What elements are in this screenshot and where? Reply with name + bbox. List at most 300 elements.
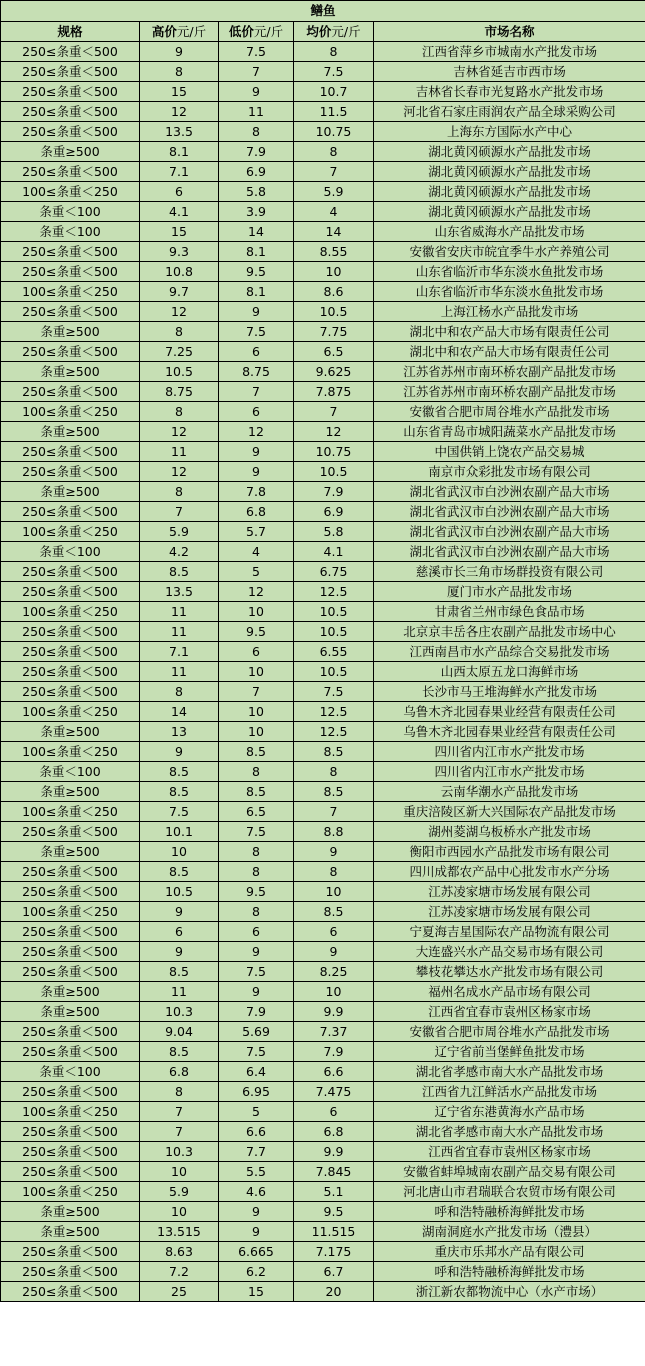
cell-low-price: 7 <box>219 62 294 82</box>
table-row <box>1 1162 645 1182</box>
cell-spec: 250≤条重＜500 <box>1 462 140 482</box>
cell-market: 江西南昌市水产品综合交易批发市场 <box>374 642 645 662</box>
cell-market: 福州名成水产品市场有限公司 <box>374 982 645 1002</box>
cell-market: 呼和浩特融桥海鲜批发市场 <box>374 1262 645 1282</box>
cell-low-price: 10 <box>219 602 294 622</box>
cell-market: 安徽省合肥市周谷堆水产品批发市场 <box>374 1022 645 1042</box>
cell-low-price: 10 <box>219 702 294 722</box>
cell-avg-price: 7.845 <box>294 1162 374 1182</box>
table-row <box>1 622 645 642</box>
cell-avg-price: 8.55 <box>294 242 374 262</box>
cell-spec: 100≤条重＜250 <box>1 742 140 762</box>
cell-high-price: 12 <box>140 302 219 322</box>
cell-spec: 250≤条重＜500 <box>1 642 140 662</box>
cell-high-price: 9 <box>140 742 219 762</box>
cell-high-price: 7 <box>140 1102 219 1122</box>
table-row <box>1 442 645 462</box>
cell-market: 甘肃省兰州市绿色食品市场 <box>374 602 645 622</box>
header-row <box>1 22 645 42</box>
cell-market: 江苏凌家塘市场发展有限公司 <box>374 882 645 902</box>
cell-spec: 条重＜100 <box>1 542 140 562</box>
cell-avg-price: 7.75 <box>294 322 374 342</box>
cell-high-price: 13.515 <box>140 1222 219 1242</box>
cell-avg-price: 7.9 <box>294 1042 374 1062</box>
cell-market: 湖北省武汉市白沙洲农副产品大市场 <box>374 522 645 542</box>
table-row <box>1 782 645 802</box>
table-row <box>1 142 645 162</box>
table-row <box>1 1102 645 1122</box>
header-low-price <box>219 22 294 42</box>
cell-market: 攀枝花攀达水产批发市场有限公司 <box>374 962 645 982</box>
cell-market: 江西省宜春市袁州区杨家市场 <box>374 1002 645 1022</box>
cell-spec: 250≤条重＜500 <box>1 262 140 282</box>
cell-avg-price: 6 <box>294 922 374 942</box>
table-row <box>1 1262 645 1282</box>
cell-high-price: 9 <box>140 42 219 62</box>
cell-market: 呼和浩特融桥海鲜批发市场 <box>374 1202 645 1222</box>
cell-high-price: 8.5 <box>140 762 219 782</box>
header-low-price-label: 低价 <box>228 24 254 39</box>
cell-high-price: 8 <box>140 482 219 502</box>
cell-low-price: 8 <box>219 762 294 782</box>
cell-spec: 250≤条重＜500 <box>1 442 140 462</box>
cell-avg-price: 7.5 <box>294 62 374 82</box>
cell-low-price: 9 <box>219 82 294 102</box>
cell-avg-price: 10.5 <box>294 302 374 322</box>
cell-spec: 250≤条重＜500 <box>1 342 140 362</box>
cell-spec: 条重≥500 <box>1 422 140 442</box>
cell-high-price: 8.5 <box>140 1042 219 1062</box>
cell-high-price: 11 <box>140 622 219 642</box>
cell-avg-price: 5.8 <box>294 522 374 542</box>
cell-high-price: 14 <box>140 702 219 722</box>
cell-high-price: 10.1 <box>140 822 219 842</box>
cell-high-price: 5.9 <box>140 1182 219 1202</box>
cell-market: 乌鲁木齐北园春果业经营有限责任公司 <box>374 722 645 742</box>
cell-spec: 250≤条重＜500 <box>1 562 140 582</box>
cell-spec: 250≤条重＜500 <box>1 822 140 842</box>
cell-high-price: 8 <box>140 1082 219 1102</box>
cell-spec: 条重≥500 <box>1 142 140 162</box>
table-row <box>1 742 645 762</box>
cell-market: 湖州菱湖乌板桥水产批发市场 <box>374 822 645 842</box>
cell-spec: 250≤条重＜500 <box>1 1022 140 1042</box>
cell-avg-price: 10.5 <box>294 462 374 482</box>
cell-avg-price: 6.7 <box>294 1262 374 1282</box>
cell-low-price: 9.5 <box>219 622 294 642</box>
cell-low-price: 6 <box>219 342 294 362</box>
cell-avg-price: 7 <box>294 402 374 422</box>
cell-high-price: 7 <box>140 1122 219 1142</box>
cell-low-price: 11 <box>219 102 294 122</box>
cell-spec: 250≤条重＜500 <box>1 1042 140 1062</box>
cell-market: 四川成都农产品中心批发市水产分场 <box>374 862 645 882</box>
cell-low-price: 9 <box>219 462 294 482</box>
cell-avg-price: 6.9 <box>294 502 374 522</box>
cell-high-price: 9.04 <box>140 1022 219 1042</box>
cell-high-price: 11 <box>140 662 219 682</box>
cell-avg-price: 11.515 <box>294 1222 374 1242</box>
cell-market: 四川省内江市水产批发市场 <box>374 762 645 782</box>
table-row <box>1 902 645 922</box>
cell-spec: 250≤条重＜500 <box>1 1122 140 1142</box>
table-row <box>1 682 645 702</box>
cell-low-price: 7 <box>219 382 294 402</box>
cell-low-price: 6.8 <box>219 502 294 522</box>
table-title: 鳝鱼 <box>1 1 645 22</box>
cell-spec: 条重≥500 <box>1 782 140 802</box>
cell-high-price: 11 <box>140 982 219 1002</box>
cell-low-price: 8.5 <box>219 782 294 802</box>
cell-low-price: 5.69 <box>219 1022 294 1042</box>
cell-high-price: 25 <box>140 1282 219 1302</box>
cell-low-price: 8 <box>219 122 294 142</box>
cell-high-price: 9.3 <box>140 242 219 262</box>
table-row <box>1 482 645 502</box>
cell-low-price: 7.5 <box>219 322 294 342</box>
cell-spec: 250≤条重＜500 <box>1 862 140 882</box>
cell-spec: 250≤条重＜500 <box>1 122 140 142</box>
cell-spec: 条重≥500 <box>1 362 140 382</box>
table-row <box>1 42 645 62</box>
cell-market: 江苏凌家塘市场发展有限公司 <box>374 902 645 922</box>
table-row <box>1 322 645 342</box>
cell-low-price: 3.9 <box>219 202 294 222</box>
cell-high-price: 15 <box>140 222 219 242</box>
cell-high-price: 8.75 <box>140 382 219 402</box>
cell-market: 南京市众彩批发市场有限公司 <box>374 462 645 482</box>
cell-spec: 250≤条重＜500 <box>1 622 140 642</box>
table-row <box>1 1042 645 1062</box>
cell-high-price: 10 <box>140 1162 219 1182</box>
cell-market: 安徽省蚌埠城南农副产品交易有限公司 <box>374 1162 645 1182</box>
cell-low-price: 5.5 <box>219 1162 294 1182</box>
cell-high-price: 12 <box>140 462 219 482</box>
cell-spec: 250≤条重＜500 <box>1 1142 140 1162</box>
table-row <box>1 362 645 382</box>
cell-low-price: 12 <box>219 582 294 602</box>
cell-avg-price: 7.5 <box>294 682 374 702</box>
cell-low-price: 7 <box>219 682 294 702</box>
table-row <box>1 282 645 302</box>
cell-market: 河北省石家庄雨润农产品全球采购公司 <box>374 102 645 122</box>
cell-low-price: 4.6 <box>219 1182 294 1202</box>
cell-high-price: 9 <box>140 902 219 922</box>
table-row <box>1 302 645 322</box>
cell-high-price: 9 <box>140 942 219 962</box>
cell-low-price: 10 <box>219 722 294 742</box>
cell-market: 江西省九江鲜活水产品批发市场 <box>374 1082 645 1102</box>
cell-high-price: 8.63 <box>140 1242 219 1262</box>
cell-market: 乌鲁木齐北园春果业经营有限责任公司 <box>374 702 645 722</box>
cell-market: 湖北省孝感市南大水产品批发市场 <box>374 1122 645 1142</box>
cell-avg-price: 20 <box>294 1282 374 1302</box>
table-row <box>1 722 645 742</box>
cell-market: 云南华潮水产品批发市场 <box>374 782 645 802</box>
cell-market: 安徽省合肥市周谷堆水产品批发市场 <box>374 402 645 422</box>
table-row <box>1 182 645 202</box>
cell-high-price: 4.2 <box>140 542 219 562</box>
cell-high-price: 7.2 <box>140 1262 219 1282</box>
cell-market: 慈溪市长三角市场群投资有限公司 <box>374 562 645 582</box>
cell-low-price: 5 <box>219 1102 294 1122</box>
cell-low-price: 7.9 <box>219 142 294 162</box>
cell-spec: 250≤条重＜500 <box>1 1242 140 1262</box>
cell-low-price: 7.5 <box>219 822 294 842</box>
header-high-price <box>140 22 219 42</box>
table-body <box>1 42 645 1302</box>
cell-spec: 100≤条重＜250 <box>1 522 140 542</box>
table-row <box>1 62 645 82</box>
cell-low-price: 8.1 <box>219 242 294 262</box>
header-high-price-unit: 元/斤 <box>176 24 207 39</box>
header-spec: 规格 <box>1 22 140 42</box>
cell-high-price: 15 <box>140 82 219 102</box>
cell-high-price: 10 <box>140 1202 219 1222</box>
cell-high-price: 10.3 <box>140 1142 219 1162</box>
cell-spec: 100≤条重＜250 <box>1 602 140 622</box>
cell-market: 湖北中和农产品大市场有限责任公司 <box>374 322 645 342</box>
cell-high-price: 8 <box>140 682 219 702</box>
cell-spec: 条重≥500 <box>1 722 140 742</box>
cell-spec: 100≤条重＜250 <box>1 1182 140 1202</box>
cell-avg-price: 10 <box>294 982 374 1002</box>
cell-high-price: 7.1 <box>140 642 219 662</box>
cell-spec: 100≤条重＜250 <box>1 802 140 822</box>
cell-high-price: 11 <box>140 602 219 622</box>
cell-high-price: 5.9 <box>140 522 219 542</box>
table-row <box>1 1142 645 1162</box>
cell-market: 长沙市马王堆海鲜水产批发市场 <box>374 682 645 702</box>
cell-low-price: 7.9 <box>219 1002 294 1022</box>
cell-high-price: 8 <box>140 402 219 422</box>
table-row <box>1 202 645 222</box>
cell-avg-price: 9 <box>294 942 374 962</box>
cell-low-price: 7.8 <box>219 482 294 502</box>
cell-high-price: 13 <box>140 722 219 742</box>
table-row <box>1 1002 645 1022</box>
table-row <box>1 262 645 282</box>
table-row <box>1 522 645 542</box>
cell-low-price: 15 <box>219 1282 294 1302</box>
cell-market: 湖南洞庭水产批发市场（澧县） <box>374 1222 645 1242</box>
table-row <box>1 1082 645 1102</box>
cell-low-price: 4 <box>219 542 294 562</box>
table-row <box>1 702 645 722</box>
cell-market: 衡阳市西园水产品批发市场有限公司 <box>374 842 645 862</box>
cell-market: 湖北省武汉市白沙洲农副产品大市场 <box>374 482 645 502</box>
cell-market: 中国供销上饶农产品交易城 <box>374 442 645 462</box>
table-row <box>1 962 645 982</box>
cell-high-price: 8 <box>140 322 219 342</box>
cell-high-price: 8.1 <box>140 142 219 162</box>
cell-low-price: 14 <box>219 222 294 242</box>
cell-high-price: 6 <box>140 182 219 202</box>
table-row <box>1 562 645 582</box>
cell-market: 浙江新农都物流中心（水产市场） <box>374 1282 645 1302</box>
cell-high-price: 9.7 <box>140 282 219 302</box>
cell-high-price: 12 <box>140 102 219 122</box>
table-row <box>1 1122 645 1142</box>
cell-high-price: 8.5 <box>140 862 219 882</box>
cell-market: 上海东方国际水产中心 <box>374 122 645 142</box>
cell-low-price: 6.5 <box>219 802 294 822</box>
cell-low-price: 5.8 <box>219 182 294 202</box>
table-row <box>1 1022 645 1042</box>
cell-spec: 条重≥500 <box>1 1202 140 1222</box>
cell-low-price: 12 <box>219 422 294 442</box>
cell-avg-price: 12.5 <box>294 722 374 742</box>
cell-spec: 250≤条重＜500 <box>1 162 140 182</box>
table-row <box>1 1182 645 1202</box>
cell-spec: 100≤条重＜250 <box>1 402 140 422</box>
cell-avg-price: 10.7 <box>294 82 374 102</box>
cell-avg-price: 7.175 <box>294 1242 374 1262</box>
cell-market: 吉林省延吉市西市场 <box>374 62 645 82</box>
cell-high-price: 7 <box>140 502 219 522</box>
cell-high-price: 10.3 <box>140 1002 219 1022</box>
cell-high-price: 6.8 <box>140 1062 219 1082</box>
cell-market: 山东省临沂市华东淡水鱼批发市场 <box>374 282 645 302</box>
cell-avg-price: 8 <box>294 142 374 162</box>
cell-market: 湖北黄冈硕源水产品批发市场 <box>374 142 645 162</box>
cell-market: 山东省威海水产品批发市场 <box>374 222 645 242</box>
cell-avg-price: 7.9 <box>294 482 374 502</box>
header-avg-price-unit: 元/斤 <box>331 24 361 39</box>
cell-low-price: 6.9 <box>219 162 294 182</box>
cell-spec: 250≤条重＜500 <box>1 242 140 262</box>
table-row <box>1 1282 645 1302</box>
table-row <box>1 102 645 122</box>
cell-market: 江苏省苏州市南环桥农副产品批发市场 <box>374 362 645 382</box>
cell-low-price: 7.7 <box>219 1142 294 1162</box>
cell-spec: 条重＜100 <box>1 762 140 782</box>
cell-spec: 条重≥500 <box>1 1002 140 1022</box>
table-row <box>1 942 645 962</box>
cell-market: 湖北省孝感市南大水产品批发市场 <box>374 1062 645 1082</box>
cell-spec: 条重≥500 <box>1 842 140 862</box>
cell-market: 山西太原五龙口海鲜市场 <box>374 662 645 682</box>
cell-avg-price: 10.75 <box>294 442 374 462</box>
cell-market: 厦门市水产品批发市场 <box>374 582 645 602</box>
cell-market: 辽宁省东港黄海水产品市场 <box>374 1102 645 1122</box>
table-row <box>1 1062 645 1082</box>
cell-avg-price: 6.8 <box>294 1122 374 1142</box>
cell-avg-price: 6.6 <box>294 1062 374 1082</box>
cell-low-price: 8 <box>219 842 294 862</box>
cell-spec: 250≤条重＜500 <box>1 962 140 982</box>
cell-high-price: 8.5 <box>140 782 219 802</box>
table-row <box>1 802 645 822</box>
table-row <box>1 342 645 362</box>
cell-avg-price: 7.875 <box>294 382 374 402</box>
cell-low-price: 8.75 <box>219 362 294 382</box>
cell-avg-price: 10.5 <box>294 622 374 642</box>
cell-spec: 条重＜100 <box>1 222 140 242</box>
cell-avg-price: 9 <box>294 842 374 862</box>
table-row <box>1 1242 645 1262</box>
cell-avg-price: 8.6 <box>294 282 374 302</box>
cell-spec: 250≤条重＜500 <box>1 102 140 122</box>
cell-avg-price: 8.5 <box>294 742 374 762</box>
table-row <box>1 762 645 782</box>
cell-market: 四川省内江市水产批发市场 <box>374 742 645 762</box>
cell-high-price: 13.5 <box>140 122 219 142</box>
table-row <box>1 382 645 402</box>
cell-spec: 250≤条重＜500 <box>1 1262 140 1282</box>
cell-low-price: 6.95 <box>219 1082 294 1102</box>
table-row <box>1 122 645 142</box>
cell-market: 山东省青岛市城阳蔬菜水产品批发市场 <box>374 422 645 442</box>
cell-market: 江苏省苏州市南环桥农副产品批发市场 <box>374 382 645 402</box>
cell-high-price: 10 <box>140 842 219 862</box>
cell-spec: 条重≥500 <box>1 1222 140 1242</box>
cell-low-price: 6.4 <box>219 1062 294 1082</box>
cell-spec: 100≤条重＜250 <box>1 182 140 202</box>
cell-market: 江西省宜春市袁州区杨家市场 <box>374 1142 645 1162</box>
cell-low-price: 8 <box>219 862 294 882</box>
cell-avg-price: 5.1 <box>294 1182 374 1202</box>
table-row <box>1 982 645 1002</box>
table-row <box>1 842 645 862</box>
cell-spec: 250≤条重＜500 <box>1 682 140 702</box>
cell-avg-price: 14 <box>294 222 374 242</box>
table-row <box>1 662 645 682</box>
cell-high-price: 10.8 <box>140 262 219 282</box>
cell-avg-price: 8 <box>294 862 374 882</box>
table-row <box>1 602 645 622</box>
cell-market: 湖北省武汉市白沙洲农副产品大市场 <box>374 502 645 522</box>
table-row <box>1 862 645 882</box>
cell-low-price: 9 <box>219 942 294 962</box>
cell-low-price: 9 <box>219 442 294 462</box>
cell-market: 湖北黄冈硕源水产品批发市场 <box>374 182 645 202</box>
cell-avg-price: 7.475 <box>294 1082 374 1102</box>
table-row <box>1 1222 645 1242</box>
cell-low-price: 6 <box>219 642 294 662</box>
cell-spec: 250≤条重＜500 <box>1 1082 140 1102</box>
cell-market: 重庆市乐邦水产品有限公司 <box>374 1242 645 1262</box>
cell-low-price: 7.5 <box>219 962 294 982</box>
cell-high-price: 12 <box>140 422 219 442</box>
cell-spec: 100≤条重＜250 <box>1 702 140 722</box>
cell-avg-price: 10.5 <box>294 602 374 622</box>
cell-high-price: 8.5 <box>140 562 219 582</box>
cell-market: 安徽省安庆市皖宜季牛水产养殖公司 <box>374 242 645 262</box>
header-low-price-unit: 元/斤 <box>253 24 284 39</box>
cell-avg-price: 12.5 <box>294 582 374 602</box>
cell-avg-price: 6.75 <box>294 562 374 582</box>
cell-market: 宁夏海吉星国际农产品物流有限公司 <box>374 922 645 942</box>
cell-spec: 250≤条重＜500 <box>1 382 140 402</box>
cell-avg-price: 6.55 <box>294 642 374 662</box>
cell-market: 河北唐山市君瑞联合农贸市场有限公司 <box>374 1182 645 1202</box>
cell-spec: 250≤条重＜500 <box>1 662 140 682</box>
cell-low-price: 9 <box>219 982 294 1002</box>
cell-low-price: 10 <box>219 662 294 682</box>
cell-high-price: 6 <box>140 922 219 942</box>
cell-avg-price: 7 <box>294 162 374 182</box>
cell-avg-price: 10 <box>294 882 374 902</box>
cell-avg-price: 8.5 <box>294 902 374 922</box>
cell-spec: 250≤条重＜500 <box>1 42 140 62</box>
cell-low-price: 5.7 <box>219 522 294 542</box>
cell-avg-price: 8.25 <box>294 962 374 982</box>
cell-spec: 100≤条重＜250 <box>1 1102 140 1122</box>
cell-market: 北京京丰岳各庄农副产品批发市场中心 <box>374 622 645 642</box>
cell-avg-price: 6 <box>294 1102 374 1122</box>
table-row <box>1 242 645 262</box>
